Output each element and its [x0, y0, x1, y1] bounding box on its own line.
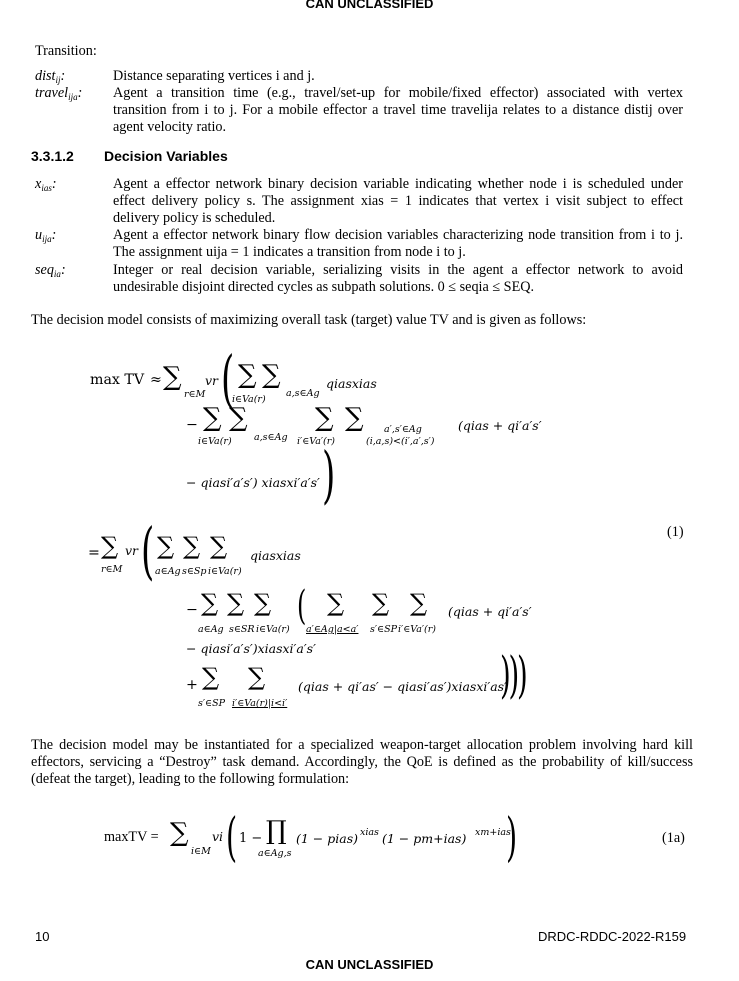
eq1-last-7: (qias + qi′as′ − qiasi′as′)xiasxi′as′	[298, 679, 507, 694]
eq1-open-2: (qias + qi′a′s′	[458, 418, 542, 433]
eq1-sum-as-1: ∑	[262, 360, 281, 390]
eq1-approx: ≈	[150, 372, 162, 388]
eq1a-factor1: (1 − pias)	[296, 831, 358, 846]
eq1-qx-b: qiasxias	[250, 548, 301, 563]
term-uija: $u_{ija}$:	[35, 227, 57, 244]
eq1-lim-iVa-b: i∈Va(r)	[208, 566, 242, 577]
eq1-bigparen-open-2: (	[141, 514, 155, 587]
term-seqia: seq$_{ia}$:	[35, 262, 66, 279]
eq1-sum-as-2: ∑	[229, 403, 248, 433]
eq1a-lhs: maxTV =	[104, 829, 159, 845]
eq1-lim-asAg-2: a,s∈Ag	[254, 432, 288, 443]
eq1-rest-6: − qiasi′a′s′)xiasxi′a′s′	[186, 641, 316, 656]
eq1-paren-open-5: (	[297, 583, 307, 629]
paragraph-2: The decision model may be instantiated for a specialized weapon-target allocation problem involving hard kill effectors, servicing a “Destroy” task demand. Accordingly, the QoE is defined as the probability of kill/success (defeat the target), leading to the following formulation:	[31, 737, 693, 787]
eq1-close-parens-7: )))	[500, 646, 526, 704]
eq1-lim-asAg-1: a,s∈Ag	[286, 388, 320, 399]
term-dist: dist$_{ij}$:	[35, 68, 66, 85]
eq1-lim-iVa-1: i∈Va(r)	[232, 394, 266, 405]
eq1-sum-sp-7: ∑	[202, 663, 220, 691]
eq1-sum-ap-5: ∑	[327, 589, 345, 617]
eq1-lim-ipVap-2: i′∈Va′(r)	[297, 436, 335, 447]
eq1a-vi: vi	[212, 829, 224, 844]
eq1a-prod: ∏	[266, 816, 287, 846]
eq1-sum-r: ∑	[163, 362, 182, 392]
def-xias: Agent a effector network binary decision variable indicating whether node i is scheduled under effect delivery policy s. The assignment xias = 1 indicates that vertex i visit subject to effect delivery policy is scheduled.	[113, 176, 683, 226]
eq1a-lim-iM: i∈M	[191, 846, 211, 857]
eq1-sum-a-b: ∑	[157, 532, 175, 560]
eq1-lim-apAg-5: a′∈Ag|a<a′	[306, 624, 359, 635]
eq1-sum-i-2: ∑	[203, 403, 222, 433]
eq1-lim-spSP-5: s′∈SP	[370, 624, 397, 635]
eq1-sum-a-5: ∑	[201, 589, 219, 617]
eq1-lim-ipIl-7: i′∈Va(r)|i<i′	[232, 698, 288, 709]
eq1a-one-minus: 1 −	[239, 831, 263, 846]
eq1-sum-sp-5: ∑	[372, 589, 390, 617]
eq1a-sum: ∑	[170, 818, 189, 848]
transition-heading: Transition:	[35, 43, 97, 59]
eq1-sum-i-5: ∑	[254, 589, 272, 617]
def-travel: Agent a transition time (e.g., travel/set-up for mobile/fixed effector) associated with vertex transition from i to j. For a mobile effector a travel time travelija relates to a distance distij over agent velocity ratio.	[113, 85, 683, 135]
eq1-lim-sSR-5: s∈SR	[229, 624, 255, 635]
eq1-lim-iVa-5: i∈Va(r)	[256, 624, 290, 635]
eq1-lim-pairs-2: (i,a,s)<(i′,a′,s′)	[366, 436, 435, 447]
term-travel: travel$_{ija}$:	[35, 85, 83, 102]
document-id: DRDC-RDDC-2022-R159	[538, 929, 687, 944]
eq1-sum-apsp-2: ∑	[345, 403, 364, 433]
eq1a-paren-open: (	[226, 808, 238, 868]
eq1-lim-rM-b: r∈M	[101, 564, 123, 575]
eq1-minus-5: −	[186, 602, 198, 618]
eq1a-factor2: (1 − pm+ias)	[382, 831, 467, 846]
eq1-lim-rM: r∈M	[184, 389, 206, 400]
eq1a-paren-close: )	[506, 808, 518, 868]
eq1-sum-ip-5: ∑	[410, 589, 428, 617]
def-dist: Distance separating vertices i and j.	[113, 68, 315, 84]
eq1-lim-iVa-2: i∈Va(r)	[198, 436, 232, 447]
eq1-vr: vr	[205, 373, 219, 388]
term-xias: $x_{ias}$:	[35, 176, 57, 193]
eq1-open-5: (qias + qi′a′s′	[448, 604, 532, 619]
classification-header: CAN UNCLASSIFIED	[305, 0, 434, 11]
eq1-sum-r-b: ∑	[101, 532, 119, 560]
classification-footer: CAN UNCLASSIFIED	[305, 957, 434, 972]
eq1-bigparen-close-1: )	[322, 438, 336, 511]
eq1-minus-2: −	[186, 417, 198, 433]
def-seqia: Integer or real decision variable, serializing visits in the agent a effector network to avoid undesirable disjoint directed cycles as subpath solutions. 0 ≤ seqia ≤ SEQ.	[113, 262, 683, 295]
eq1-lim-sSp-b: s∈Sp	[182, 566, 207, 577]
eq1-lim-spSP-7: s′∈SP	[198, 698, 225, 709]
eq1-lhs: max TV	[90, 372, 145, 388]
eq1-sum-ip-2: ∑	[315, 403, 334, 433]
eq1-qx-1: qiasxias	[326, 376, 377, 391]
section-number: 3.3.1.2	[31, 148, 74, 164]
intro-paragraph: The decision model consists of maximizing overall task (target) value TV and is given as follows:	[31, 312, 587, 328]
eq1-sum-i-1: ∑	[238, 360, 257, 390]
eq1-sum-s-b: ∑	[183, 532, 201, 560]
section-title: Decision Variables	[104, 148, 228, 164]
eq1a-lim-aAgs: a∈Ag,s	[258, 848, 292, 859]
eq1-lim-aAg-5: a∈Ag	[198, 624, 224, 635]
eq1a-label: (1a)	[662, 830, 685, 846]
eq1-lim-aAg-b: a∈Ag	[155, 566, 181, 577]
eq1-bigparen-open-1: (	[221, 342, 235, 415]
eq1a-exp1: xias	[360, 827, 379, 838]
eq1a-exp2: xm+ias	[475, 827, 511, 838]
eq1-plus-7: +	[186, 677, 198, 693]
eq1-equals: =	[88, 545, 100, 561]
def-uija: Agent a effector network binary flow decision variables characterizing node transition from i to j. The assignment uija = 1 indicates a transition from node i to j.	[113, 227, 683, 260]
eq1-rest-3: − qiasi′a′s′) xiasxi′a′s′	[186, 475, 320, 490]
eq1-sum-ip-7: ∑	[248, 663, 266, 691]
page-number: 10	[35, 929, 50, 944]
eq1-sum-i-b: ∑	[210, 532, 228, 560]
eq1-lim-apsp-2: a′,s′∈Ag	[384, 424, 422, 435]
eq1-lim-ipVap-5: i′∈Va′(r)	[398, 624, 436, 635]
eq1-sum-s-5: ∑	[227, 589, 245, 617]
eq1-label: (1)	[667, 524, 684, 540]
eq1-vr-b: vr	[125, 543, 139, 558]
